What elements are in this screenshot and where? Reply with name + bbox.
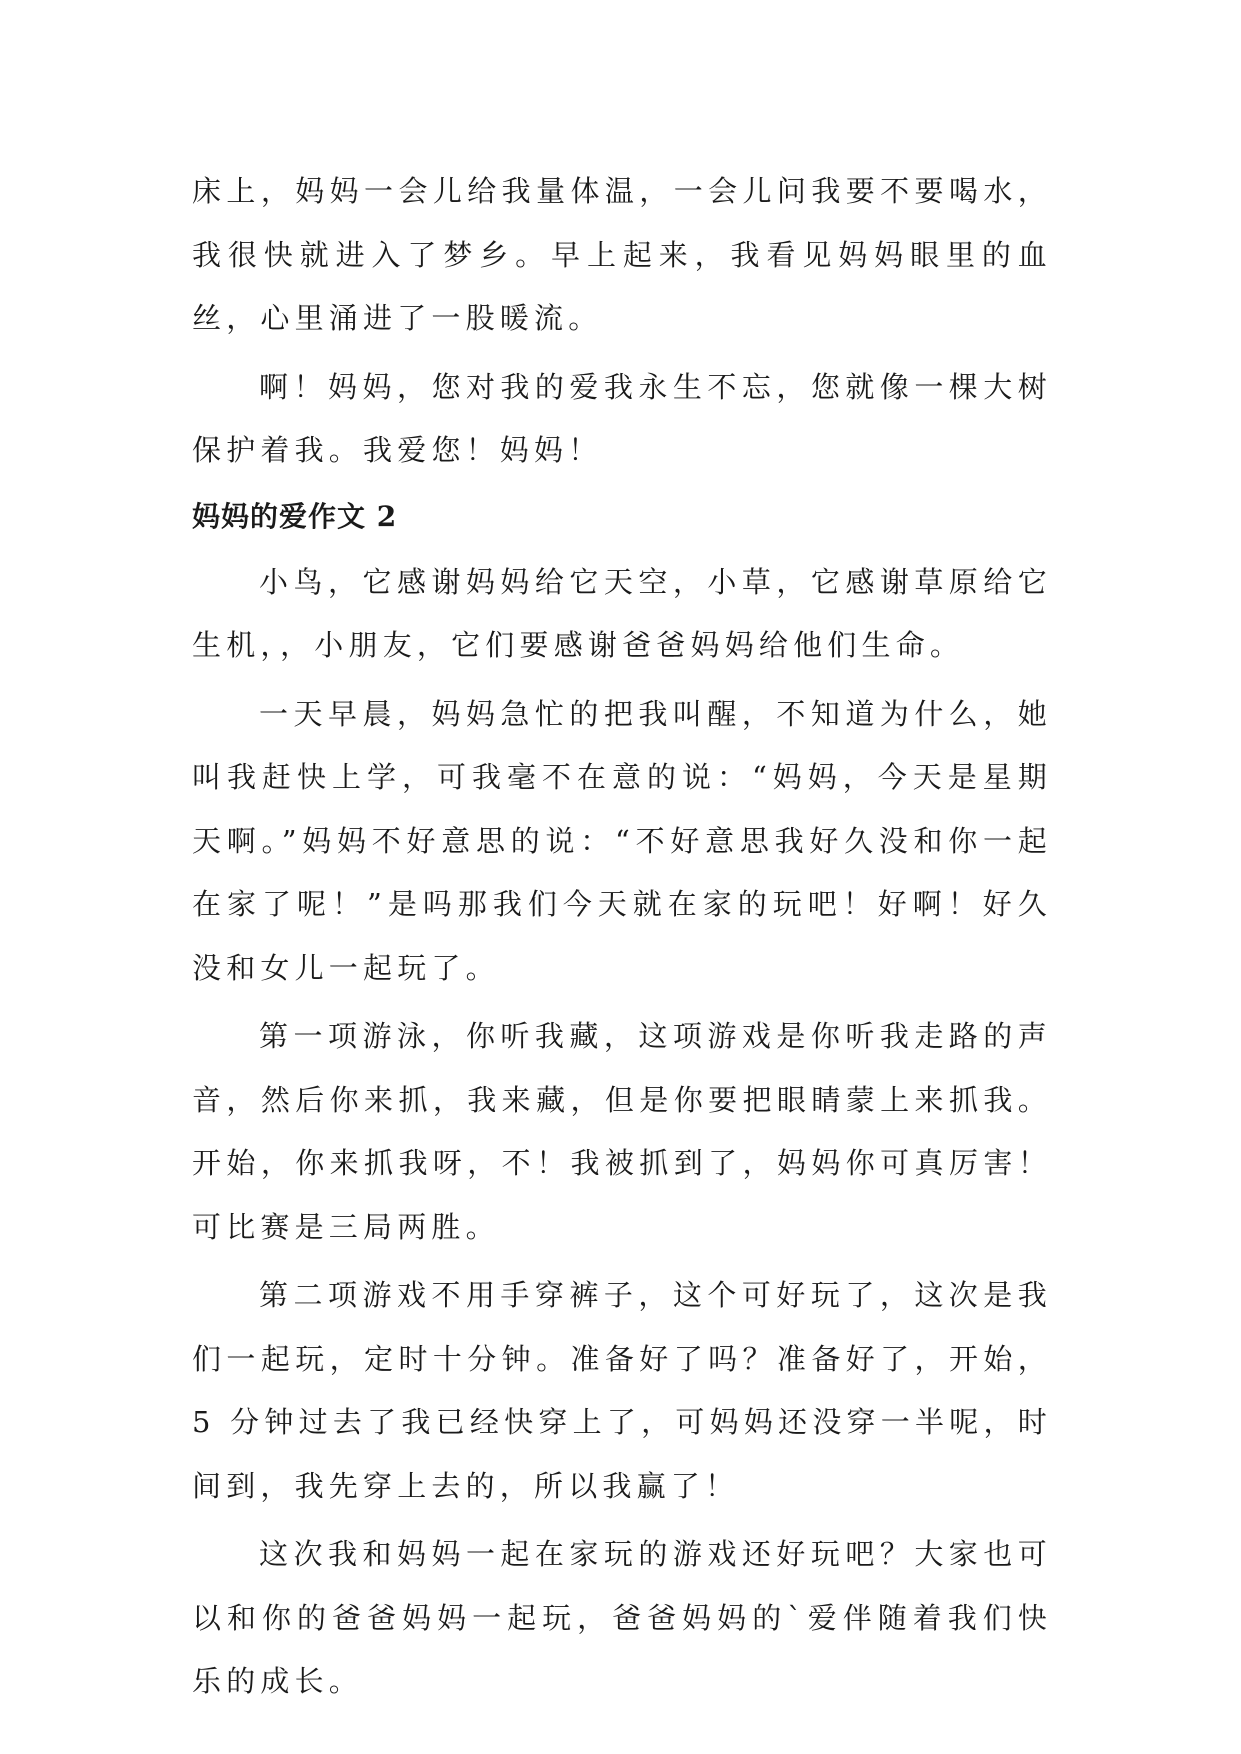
essay-paragraph-5: 这次我和妈妈一起在家玩的游戏还好玩吧？大家也可以和你的爸爸妈妈一起玩，爸爸妈妈的`爱伴随着我们快乐的成长。 bbox=[192, 1537, 1052, 1698]
section-title: 妈妈的爱作文 2 bbox=[192, 499, 398, 533]
essay-paragraph-1: 小鸟，它感谢妈妈给它天空，小草，它感谢草原给它生机，，小朋友，它们要感谢爸爸妈妈给他们生命。 bbox=[192, 564, 1052, 662]
essay-paragraph-2: 一天早晨，妈妈急忙的把我叫醒，不知道为什么，她叫我赶快上学，可我毫不在意的说：“妈妈，今天是星期天啊。”妈妈不好意思的说：“不好意思我好久没和你一起在家了呢！”是吗那我们今天就在家的玩吧！好啊！好久没和女儿一起玩了。 bbox=[192, 696, 1052, 985]
closing-paragraph: 啊！妈妈，您对我的爱我永生不忘，您就像一棵大树保护着我。我爱您！妈妈！ bbox=[192, 369, 1052, 467]
document-page bbox=[192, 160, 1052, 1719]
continued-paragraph: 床上，妈妈一会儿给我量体温，一会儿问我要不要喝水，我很快就进入了梦乡。早上起来，我看见妈妈眼里的血丝，心里涌进了一股暖流。 bbox=[192, 174, 1052, 335]
essay-paragraph-4: 第二项游戏不用手穿裤子，这个可好玩了，这次是我们一起玩，定时十分钟。准备好了吗？准备好了，开始，5 分钟过去了我已经快穿上了，可妈妈还没穿一半呢，时间到，我先穿上去的，所以我赢了！ bbox=[192, 1278, 1052, 1503]
essay-paragraph-3: 第一项游泳，你听我藏，这项游戏是你听我走路的声音，然后你来抓，我来藏，但是你要把眼睛蒙上来抓我。开始，你来抓我呀，不！我被抓到了，妈妈你可真厉害！可比赛是三局两胜。 bbox=[192, 1019, 1052, 1244]
